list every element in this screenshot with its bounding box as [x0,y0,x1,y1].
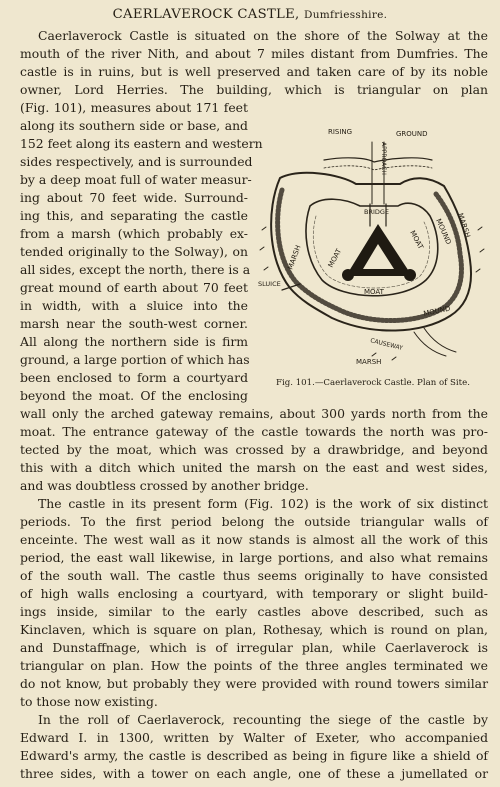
page-title [0,7,500,22]
text-line: been enclosed to form a courtyard [20,370,248,385]
text-line: ing about 70 feet wide. Surround- [20,190,248,205]
site-plan-figure [252,120,492,390]
text-line: marsh near the south-west corner. [20,316,248,331]
tower-southwest [342,269,354,281]
text-line: moat. The entrance gateway of the castle towards the north was pro- [20,424,488,439]
text-line: ground, a large portion of which has [20,352,250,367]
title-text: CAERLAVEROCK CASTLE, [112,7,300,22]
text-line: great mound of earth about 70 feet [20,280,248,295]
text-line: owner, Lord Herries. The building, which is triangular on plan [20,82,488,97]
text-line: along its southern side or base, and [20,118,248,133]
text-line: and was doubtless crossed by another bridge. [20,478,309,493]
label-mound-south: MOUND [422,304,452,318]
text-line: to those now existing. [20,694,158,709]
figure-caption: Fig. 101.—Caerlaverock Castle. Plan of Site. [276,378,470,388]
label-moat-west: MOAT [326,247,344,269]
label-rising: RISING [328,128,353,136]
text-line: do not know, but probably they were provided with round towers similar [20,676,488,691]
text-line: tended originally to the Solway), on [20,244,248,259]
text-line: The castle in its present form (Fig. 102) is the work of six distinct [38,496,488,511]
text-line: all sides, except the north, there is a [20,262,251,277]
label-moat-east: MOAT [408,229,425,251]
text-line: period, the east wall likewise, in large portions, and also what remains [20,550,488,565]
label-marsh-west: MARSH [286,244,303,271]
text-line: (Fig. 101), measures about 171 feet [20,100,248,115]
label-causeway: CAUSEWAY [369,337,404,352]
text-line: by a deep moat full of water measur- [20,172,252,187]
text-line: Kinclaven, which is square on plan, Rothesay, which is round on plan, [20,622,488,637]
text-line: wall only the arched gateway remains, about 300 yards north from the [20,406,488,421]
text-line: castle is in ruins, but is well preserved and taken care of by its noble [20,64,488,79]
text-line: this with a ditch which united the marsh on the east and west sides, [20,460,488,475]
text-line: Edward I. in 1300, written by Walter of Exeter, who accompanied [20,730,488,745]
label-marsh-south: MARSH [356,358,382,366]
text-line: Edward's army, the castle is described as being in figure like a shield of [20,748,488,763]
text-line: of the south wall. The castle thus seems originally to have consisted [20,568,488,583]
text-line: tected by the moat, which was crossed by a drawbridge, and beyond [20,442,488,457]
text-line: and Dunstaffnage, which is of irregular plan, while Caerlaverock is [20,640,488,655]
text-line: periods. To the first period belong the outside triangular walls of [20,514,488,529]
text-line: from a marsh (which probably ex- [20,226,248,241]
label-sluice: SLUICE [258,280,281,288]
text-line: of high walls enclosing a courtyard, with temporary or slight build- [20,586,488,601]
text-line: mouth of the river Nith, and about 7 miles distant from Dumfries. The [20,46,488,61]
text-line: enceinte. The west wall as it now stands is almost all the work of this [20,532,488,547]
text-line: three sides, with a tower on each angle, one of these a jumellated or [20,766,488,781]
text-line: triangular on plan. How the points of the three angles terminated we [20,658,488,673]
text-line: ing this, and separating the castle [20,208,248,223]
label-mound-east: MOUND [434,217,453,246]
text-line: ings inside, similar to the early castles above described, such as [20,604,488,619]
text-line: 152 feet along its eastern and western [20,136,263,151]
text-line: beyond the moat. Of the enclosing [20,388,248,403]
title-place: Dumfriesshire. [304,9,388,21]
label-ground: GROUND [396,130,428,138]
text-line: in width, with a sluice into the [20,298,248,313]
tower-southeast [404,269,416,281]
label-approach: APPROACH [380,142,387,175]
text-line: In the roll of Caerlaverock, recounting the siege of the castle by [38,712,488,727]
site-plan-drawing [252,120,492,380]
text-line: All along the northern side is firm [20,334,248,349]
label-marsh-east: MARSH [456,212,472,239]
text-line: Caerlaverock Castle is situated on the shore of the Solway at the [38,28,488,43]
label-moat-south: MOAT [364,288,384,296]
text-line: sides respectively, and is surrounded [20,154,253,169]
label-bridge: BRIDGE [364,208,390,216]
